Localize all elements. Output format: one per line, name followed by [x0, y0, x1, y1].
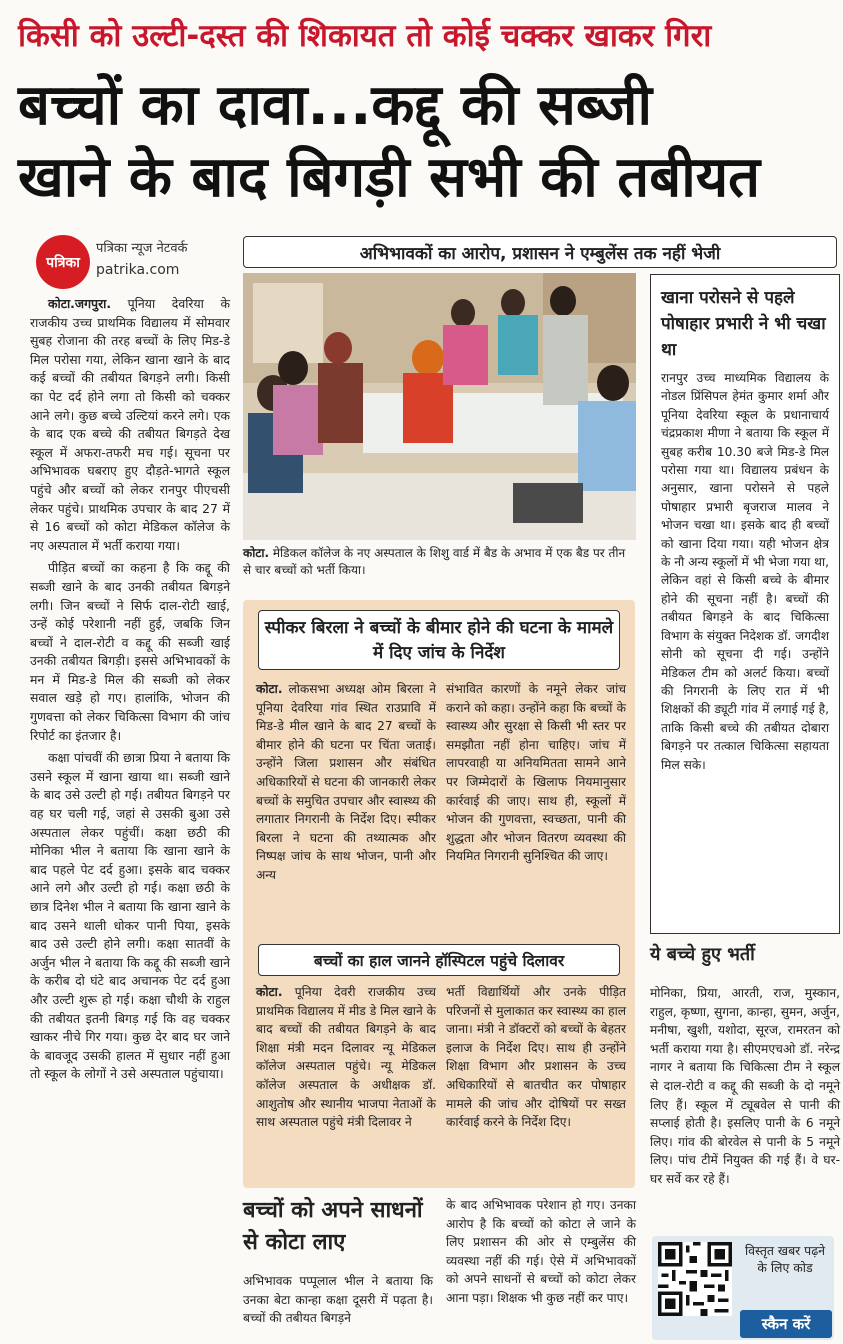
- dateline: कोटा.जगपुरा.: [48, 296, 112, 311]
- qr-code-icon[interactable]: [658, 1242, 732, 1316]
- birla-column-1: [256, 680, 436, 885]
- dilawar-column-1: [256, 983, 436, 1132]
- caption-text: मेडिकल कॉलेज के नए अस्पताल के शिशु वार्ड में बैड के अभाव में एक बैड पर तीन से चार बच्चों को भर्ती किया।: [243, 546, 626, 577]
- qr-instruction: विस्तृत खबर पढ़ने के लिए कोड: [744, 1243, 826, 1275]
- story-paragraph-2: पीड़ित बच्चों का कहना है कि कद्दू की सब्जी खाने के बाद उनकी तबीयत बिगड़ने लगी। जिन बच्चों ने सिर्फ दाल-रोटी खाई, उन्हें कोई परेशानी नहीं हुई, जबकि जिन बच्चों ने दाल-रोटी व कद्दू की सब्जी खाई उनकी तबीयत बिगड़ी। इससे अभिभावकों के मन में मिड-डे मिल की सब्जी को लेकर सवाल खड़े हो गए। हालांकि, भोजन की गुणवत्ता को लेकर चिकित्सा विभाग की जांच रिपोर्ट का इंतजार है।: [30, 560, 230, 743]
- story-paragraph-1: [30, 295, 230, 555]
- admitted-children: [650, 942, 840, 1189]
- own-means-text-1: अभिभावक पप्पूलाल भील ने बताया कि उनका बेटा कान्हा कक्षा दूसरी में पढ़ता है। बच्चों की तबीयत बिगड़ने: [243, 1274, 433, 1326]
- qr-code-graphic: [658, 1242, 732, 1316]
- photo-illustration: [243, 273, 636, 540]
- sidebox-heading: खाना परोसने से पहले पोषाहार प्रभारी ने भी चखा था: [661, 288, 826, 360]
- scan-button[interactable]: स्कैन करें: [740, 1310, 832, 1338]
- sidebox-text: रानपुर उच्च माध्यमिक विद्यालय के नोडल प्रिंसिपल हेमंत कुमार शर्मा और पूनिया देवरिया स्कूल के प्रधानाचार्य चंद्रप्रकाश मीणा ने बताया कि स्कूल में सुबह करीब 10.30 बजे मिड-डे मिल परोसा गया था। विद्यालय प्रबंधन के अनुसार, खाना परोसने से पहले पोषाहार प्रभारी बृजराज मालव ने भोजन चखा था। इसके बाद ही बच्चों को खाना दिया गया। यही भोजन क्षेत्र के नौ अन्य स्कूलों में भी भेजा गया था, लेकिन वहां से किसी बच्चे के बीमार होने की सूचना नहीं है। बच्चों की तबीयत बिगड़ने के बाद चिकित्सा विभाग के संयुक्त निदेशक डॉ. जगदीश सोनी को सूचना दी गई। उन्होंने मेडिकल टीम को अलर्ट किया। बच्चों की निगरानी के लिए रात में भी शिक्षकों की ड्यूटी गांव में लगाई गई है, ताकि किसी बच्चे की तबीयत दोबारा बिगड़ने पर तत्काल चिकित्सा सहायता मिल सके।: [661, 371, 829, 772]
- dilawar-text-1: पूनिया देवरी राजकीय उच्च प्राथमिक विद्यालय में मीड डे मिल खाने के बाद बच्चों की तबीयत बिगड़ने के बाद शिक्षा मंत्री मदन दिलावर न्यू मेडिकल कॉलेज अस्पताल पहुंचे। न्यू मेडिकल कॉलेज अस्पताल के अधीक्षक डॉ. आशुतोष और स्थानीय भाजपा नेताओं के साथ अस्पताल पहुंचे मंत्री दिलावर ने: [256, 985, 436, 1130]
- photo-caption: [243, 545, 636, 579]
- admitted-text: मोनिका, प्रिया, आरती, राज, मुस्कान, राहुल, कृष्णा, सुगना, कान्हा, सुमन, अर्जुन, मनीषा, खुशी, यशोदा, सूरज, रामरतन को भर्ती कराया गया है। सीएमएचओ डॉ. नरेन्द्र नागर ने बताया कि चिकित्सा टीम ने स्कूल से दाल-रोटी व कद्दू की सब्जी के दो नमूने लिए हैं। स्कूल में ट्यूबवेल से पानी की सप्लाई होती है। इसलिए पानी के 6 नमूने लिए। गांव की बोरवेल से पानी के 5 नमूने लिए। पांच टीमें नियुक्त की गई हैं। वे घर-घर सर्वे कर रहे हैं।: [650, 986, 840, 1186]
- main-story: [30, 295, 230, 1084]
- patrika-logo: पत्रिका: [36, 235, 90, 289]
- birla-heading: स्पीकर बिरला ने बच्चों के बीमार होने की घटना के मामले में दिए जांच के निर्देश: [258, 610, 620, 670]
- headline-line-2: खाने के बाद बिगड़ी सभी की तबीयत: [18, 145, 761, 210]
- story-paragraph-3: कक्षा पांचवीं की छात्रा प्रिया ने बताया कि उसने स्कूल में खाना खाया था। सब्जी खाने के बाद उसे उल्टी हो गई। तबीयत बिगड़ने पर वह घर चली गई, जहां से उसकी बुआ उसे अस्पताल लेकर पहुंचीं। कक्षा छठी की मोनिका भील ने बताया कि खाना खाने के बाद पहले पेट दर्द हुआ। इसके बाद चक्कर आने लगे और उल्टी हो गई। कक्षा छठी के छात्र दिनेश भील ने बताया कि खाना खाने के बाद उसने थाली धोकर पानी पिया, इसके बाद उसे उल्टी होने लगी। कक्षा सातवीं के अर्जुन भील ने बताया कि कद्दू की सब्जी खाने के करीब दो घंटे बाद अचानक पेट दर्द हुआ और उल्टी शुरू हो गई। कक्षा चौथी के राहुल की तबीयत इतनी बिगड़ गई कि वह चक्कर खाकर नीचे गिर गया। कुछ देर बाद घर जाने के बावजूद उसकी हालत में सुधार नहीं हुआ तो स्कूल के लोगों ने उसे अस्पताल पहुंचाया।: [30, 750, 230, 1082]
- story-text-1: पूनिया देवरिया के राजकीय उच्च प्राथमिक विद्यालय में सोमवार सुबह रोजाना की तरह बच्चों के लिए मिड-डे मिल परोसा गया, लेकिन खाना खाने के बाद कई बच्चों की तबीयत बिगड़ने लगी। किसी का पेट दर्द होने लगा तो किसी को चक्कर आने लगे। कुछ बच्चे उल्टियां करने लगे। एक के बाद एक बच्चे की तबीयत बिगड़ते देख स्कूल में अफरा-तफरी मच गई। सूचना पर अभिभावक घबराए हुए दौड़ते-भागते स्कूल पहुंचे और बच्चों को लेकर रानपुर पीएचसी लेकर पहुंचे। प्राथमिक उपचार के बाद 27 में से 16 बच्चों को कोटा मेडिकल कॉलेज के नए अस्पताल में भर्ती कराया गया।: [30, 296, 230, 553]
- kicker-headline: किसी को उल्टी-दस्त की शिकायत तो कोई चक्कर खाकर गिरा: [18, 18, 712, 54]
- dilawar-heading: बच्चों का हाल जानने हॉस्पिटल पहुंचे दिलावर: [258, 944, 620, 976]
- site-link[interactable]: patrika.com: [96, 262, 180, 278]
- own-means-text-2: के बाद अभिभावक परेशान हो गए। उनका आरोप है कि बच्चों को कोटा ले जाने के लिए प्रशासन की ओर से एम्बुलेंस की व्यवस्था नहीं की गई। ऐसे में अभिभावकों को अपने साधनों से बच्चों को कोटा लेकर आना पड़ा। शिक्षक भी कुछ नहीं कर पाए।: [446, 1198, 636, 1305]
- dilawar-column-2: [446, 983, 626, 1132]
- birla-column-2: [446, 680, 626, 866]
- caption-dateline: कोटा.: [243, 546, 270, 560]
- tasting-sidebox: [650, 274, 840, 934]
- own-means-column-1: [243, 1272, 433, 1328]
- hospital-ward-photo: [243, 273, 636, 540]
- main-headline: [18, 70, 833, 214]
- birla-text-1: लोकसभा अध्यक्ष ओम बिरला ने पूनिया देवरिया गांव स्थित राउप्रावि में मिड-डे मील खाने के बाद 27 बच्चों के बीमार होने की घटना पर चिंता जताई। उन्होंने जिला प्रशासन और संबंधित अधिकारियों से घटना की जानकारी लेकर बच्चों के समुचित उपचार और स्वास्थ्य की लगातार निगरानी के निर्देश दिए। स्पीकर बिरला ने घटना की तथ्यात्मक और निष्पक्ष जांच के साथ भोजन, पानी और अन्य: [256, 682, 436, 882]
- headline-line-1: बच्चों का दावा...कद्दू की सब्जी: [18, 73, 652, 138]
- own-means-column-2: [446, 1196, 636, 1308]
- section-banner: अभिभावकों का आरोप, प्रशासन ने एम्बुलेंस तक नहीं भेजी: [243, 236, 837, 268]
- own-means-heading: बच्चों को अपने साधनों से कोटा लाए: [243, 1198, 423, 1255]
- dilawar-dateline: कोटा.: [256, 985, 283, 999]
- admitted-heading: ये बच्चे हुए भर्ती: [650, 944, 755, 965]
- birla-text-2: संभावित कारणों के नमूने लेकर जांच कराने को कहा। उन्होंने कहा कि बच्चों के स्वास्थ्य और सुरक्षा से किसी भी स्तर पर समझौता नहीं होना चाहिए। जांच में लापरवाही या अनियमितता सामने आने पर जिम्मेदारों के खिलाफ नियमानुसार कार्रवाई की जाए। साथ ही, स्कूलों में भोजन की गुणवत्ता, स्वच्छता, पानी की शुद्धता और भोजन वितरण व्यवस्था की नियमित निगरानी सुनिश्चित की जाए।: [446, 682, 626, 864]
- birla-dateline: कोटा.: [256, 682, 283, 696]
- network-name: पत्रिका न्यूज नेटवर्क: [96, 241, 188, 256]
- dilawar-text-2: भर्ती विद्यार्थियों और उनके पीड़ित परिजनों से मुलाकात कर स्वास्थ्य का हाल जाना। मंत्री ने डॉक्टरों को बच्चों के बेहतर इलाज के निर्देश दिए। साथ ही उन्होंने शिक्षा विभाग और प्रशासन के उच्च अधिकारियों से बातचीत कर पोषाहार मामले की जांच और दोषियों पर सख्त कार्रवाई करने के निर्देश दिए।: [446, 985, 626, 1130]
